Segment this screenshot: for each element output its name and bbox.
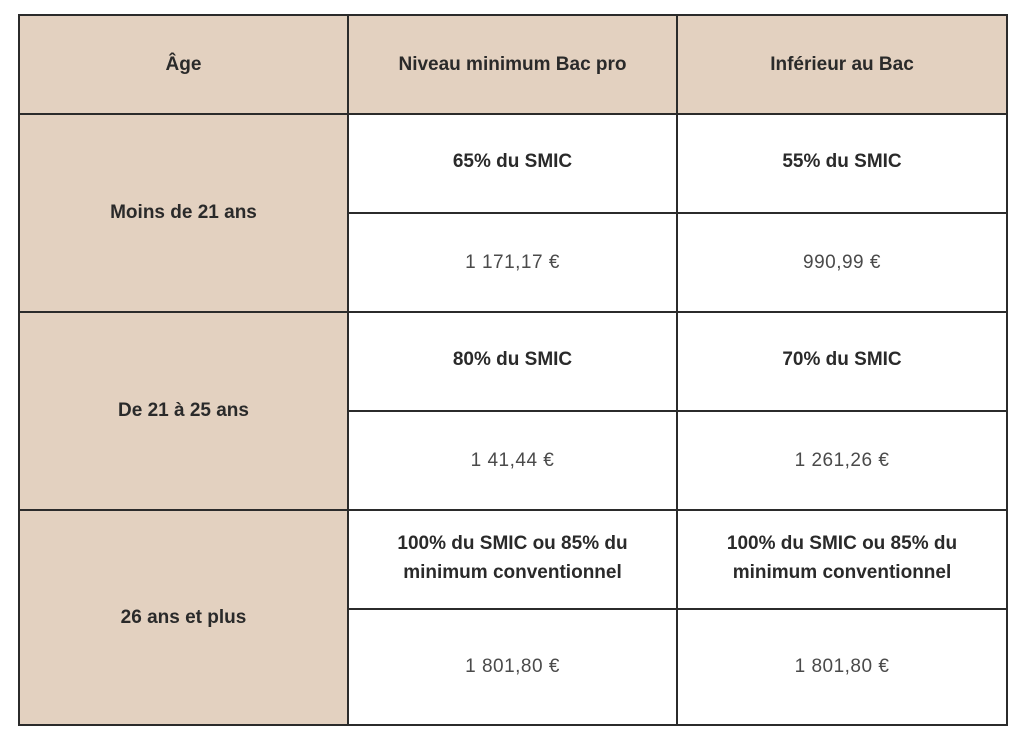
table-row <box>19 114 1007 213</box>
below-bac-amount-cell: 1 261,26 € <box>677 411 1007 510</box>
age-group-cell: 26 ans et plus <box>19 510 348 725</box>
below-bac-percent-text: 70% du SMIC <box>782 348 902 370</box>
bac-pro-percent-cell <box>348 510 677 609</box>
age-group-cell: Moins de 21 ans <box>19 114 348 312</box>
bac-pro-percent-text: 80% du SMIC <box>452 348 573 370</box>
bac-pro-amount-cell: 1 801,80 € <box>348 609 677 725</box>
bac-pro-amount-cell: 1 171,17 € <box>348 213 677 312</box>
bac-pro-percent-cell <box>348 114 677 213</box>
below-bac-percent-text: 55% du SMIC <box>782 150 902 172</box>
table-row <box>19 510 1007 609</box>
table-header-row <box>19 15 1007 114</box>
below-bac-amount-cell: 990,99 € <box>677 213 1007 312</box>
bac-pro-percent-text: 100% du SMIC ou 85% du minimum conventionnel <box>397 532 628 583</box>
header-age: Âge <box>19 15 348 114</box>
table-row <box>19 312 1007 411</box>
below-bac-percent-text: 100% du SMIC ou 85% du minimum conventionnel <box>726 532 958 583</box>
below-bac-percent-cell <box>677 114 1007 213</box>
age-group-cell: De 21 à 25 ans <box>19 312 348 510</box>
bac-pro-percent-cell <box>348 312 677 411</box>
bac-pro-amount-cell: 1 41,44 € <box>348 411 677 510</box>
bac-pro-percent-text: 65% du SMIC <box>452 150 573 172</box>
header-below-bac: Inférieur au Bac <box>677 15 1007 114</box>
header-bac-pro: Niveau minimum Bac pro <box>348 15 677 114</box>
below-bac-percent-cell <box>677 510 1007 609</box>
apprentice-salary-table <box>18 14 1008 726</box>
below-bac-percent-cell <box>677 312 1007 411</box>
below-bac-amount-cell: 1 801,80 € <box>677 609 1007 725</box>
